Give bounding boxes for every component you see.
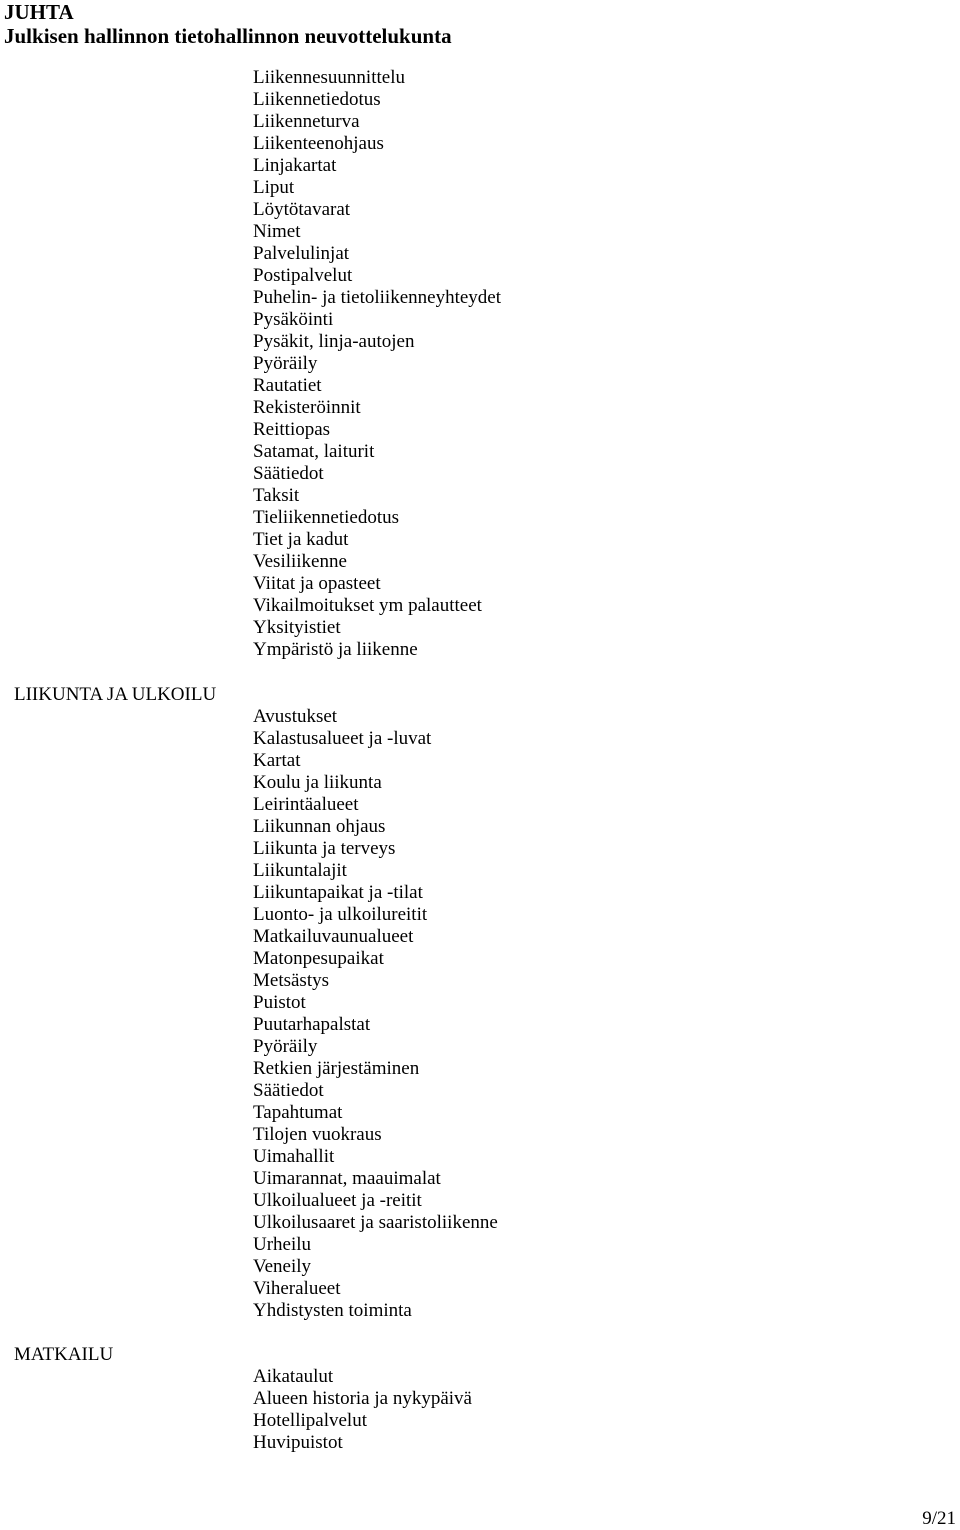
list-item: Pyöräily [253, 1036, 318, 1057]
list-item: Taksit [253, 485, 300, 506]
list-item: Uimahallit [253, 1146, 335, 1167]
list-item: Palvelulinjat [253, 243, 350, 264]
section-title: LIIKUNTA JA ULKOILU [14, 684, 217, 705]
list-item: Tapahtumat [253, 1102, 343, 1123]
list-item: Huvipuistot [253, 1432, 343, 1453]
list-item: Rekisteröinnit [253, 397, 361, 418]
list-item: Satamat, laiturit [253, 441, 375, 462]
list-item: Matkailuvaunualueet [253, 926, 414, 947]
list-item: Liput [253, 177, 295, 198]
list-item: Liikuntalajit [253, 860, 347, 881]
list-item: Liikuntapaikat ja -tilat [253, 882, 423, 903]
section-title: MATKAILU [14, 1344, 114, 1365]
list-item: Luonto- ja ulkoilureitit [253, 904, 428, 925]
list-item: Tiet ja kadut [253, 529, 349, 550]
list-item: Säätiedot [253, 463, 324, 484]
list-item: Retkien järjestäminen [253, 1058, 420, 1079]
list-item: Koulu ja liikunta [253, 772, 382, 793]
org-abbreviation: JUHTA [4, 0, 74, 24]
page-number: 9/21 [922, 1508, 956, 1529]
list-item: Pyöräily [253, 353, 318, 374]
list-item: Metsästys [253, 970, 329, 991]
list-item: Liikennetiedotus [253, 89, 381, 110]
list-item: Ulkoilusaaret ja saaristoliikenne [253, 1212, 498, 1233]
list-item: Liikenteenohjaus [253, 133, 384, 154]
list-item: Linjakartat [253, 155, 337, 176]
list-item: Vesiliikenne [253, 551, 347, 572]
list-item: Löytötavarat [253, 199, 351, 220]
list-item: Rautatiet [253, 375, 322, 396]
list-item: Viitat ja opasteet [253, 573, 381, 594]
list-item: Urheilu [253, 1234, 312, 1255]
list-item: Viheralueet [253, 1278, 341, 1299]
list-item: Avustukset [253, 706, 338, 727]
list-item: Liikenneturva [253, 111, 360, 132]
list-item: Postipalvelut [253, 265, 353, 286]
list-item: Ulkoilualueet ja -reitit [253, 1190, 422, 1211]
list-item: Aikataulut [253, 1366, 334, 1387]
list-item: Vikailmoitukset ym palautteet [253, 595, 482, 616]
list-item: Tilojen vuokraus [253, 1124, 382, 1145]
list-item: Tieliikennetiedotus [253, 507, 400, 528]
list-item: Pysäkit, linja-autojen [253, 331, 415, 352]
list-item: Puutarhapalstat [253, 1014, 371, 1035]
list-item: Veneily [253, 1256, 312, 1277]
list-item: Leirintäalueet [253, 794, 359, 815]
list-item: Yksityistiet [253, 617, 341, 638]
topic-list [253, 706, 498, 1322]
list-item: Liikunta ja terveys [253, 838, 396, 859]
topic-list [253, 1366, 472, 1454]
list-item: Nimet [253, 221, 301, 242]
list-item: Reittiopas [253, 419, 331, 440]
list-item: Säätiedot [253, 1080, 324, 1101]
list-item: Pysäköinti [253, 309, 334, 330]
list-item: Liikennesuunnittelu [253, 67, 405, 88]
list-item: Yhdistysten toiminta [253, 1300, 412, 1321]
list-item: Puistot [253, 992, 306, 1013]
list-item: Puhelin- ja tietoliikenneyhteydet [253, 287, 501, 308]
list-item: Alueen historia ja nykypäivä [253, 1388, 472, 1409]
list-item: Kartat [253, 750, 301, 771]
document-header [4, 0, 452, 48]
list-item: Uimarannat, maauimalat [253, 1168, 441, 1189]
org-full-name: Julkisen hallinnon tietohallinnon neuvottelukunta [4, 24, 452, 48]
list-item: Matonpesupaikat [253, 948, 384, 969]
list-item: Hotellipalvelut [253, 1410, 367, 1431]
list-item: Kalastusalueet ja -luvat [253, 728, 432, 749]
list-item: Liikunnan ohjaus [253, 816, 386, 837]
topic-list [253, 67, 501, 661]
list-item: Ympäristö ja liikenne [253, 639, 418, 660]
